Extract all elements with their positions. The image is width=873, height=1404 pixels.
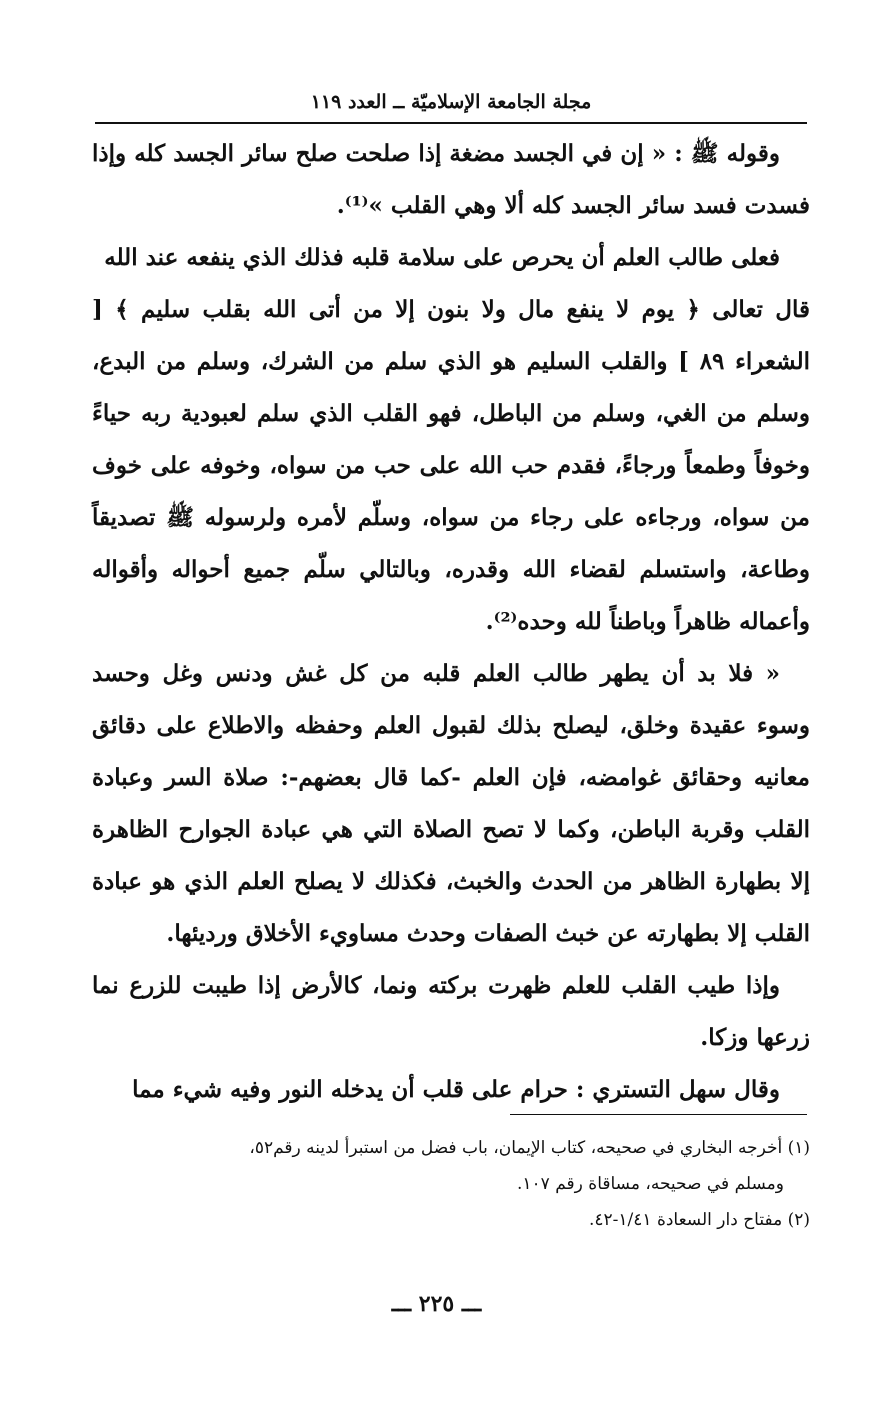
paragraph-sound-heart: قال تعالى ﴿ يوم لا ينفع مال ولا بنون إلا من أتى الله بقلب سليم ﴾ [ الشعراء ٨٩ ] والقلب السليم هو الذي سلم من الشرك، وسلم من البدع، وسلم من الغي، وسلم من الباطل، فهو القلب الذي سلم لعبودية ربه حياءً وخوفاً وطمعاً ورجاءً، فقدم حب الله على حب من سواه، وخوفه على خوف من سواه، ورجاءه على رجاء من سواه، وسلّم لأمره ولرسوله ﷺ تصديقاً وطاعة، واستسلم لقضاء الله وقدره، وبالتالي سلّم جميع أحواله وأقواله وأعماله ظاهراً وباطناً لله وحده⁽²⁾.: [92, 296, 810, 635]
page-number: ـــ ٢٢٥ ـــ: [391, 1291, 482, 1317]
footnote-rule: [510, 1114, 807, 1115]
paragraph-purify: « فلا بد أن يطهر طالب العلم قلبه من كل غش ودنس وغل وحسد وسوء عقيدة وخلق، ليصلح بذلك لقبول العلم وحفظه والاطلاع على دقائق معانيه وحقائق غوامضه، فإن العلم -كما قال بعضهم-: صلاة السر وعبادة القلب وقربة الباطن، وكما لا تصح الصلاة التي هي عبادة الجوارح الظاهرة إلا بطهارة الظاهر من الحدث والخبث، فكذلك لا يصلح العلم الذي هو عبادة القلب إلا بطهارته عن خبث الصفات وحدث مساويء الأخلاق ورديئها.: [92, 660, 810, 947]
body-text: [92, 128, 810, 1116]
paragraph-seeker: فعلى طالب العلم أن يحرص على سلامة قلبه فذلك الذي ينفعه عند الله: [104, 244, 780, 271]
footnote-2: (٢) مفتاح دار السعادة ١/٤١-٤٢.: [589, 1210, 810, 1230]
footnote-1-line-2: ومسلم في صحيحه، مساقاة رقم ١٠٧.: [517, 1174, 784, 1194]
paragraph-good-heart: وإذا طيب القلب للعلم ظهرت بركته ونما، كالأرض إذا طيبت للزرع نما زرعها وزكا.: [92, 972, 810, 1051]
footnote-1-line-1: (١) أخرجه البخاري في صحيحه، كتاب الإيمان، باب فضل من استبرأ لدينه رقم٥٢،: [249, 1138, 810, 1158]
paragraph-hadith: وقوله ﷺ : « إن في الجسد مضغة إذا صلحت صلح سائر الجسد كله وإذا فسدت فسد سائر الجسد كله ألا وهي القلب »⁽¹⁾.: [92, 140, 810, 219]
paragraph-sahl: وقال سهل التستري : حرام على قلب أن يدخله النور وفيه شيء مما: [132, 1076, 780, 1103]
footnotes: [92, 1130, 810, 1238]
header-rule: [95, 122, 807, 124]
running-header: مجلة الجامعة الإسلاميّة ــ العدد ١١٩: [310, 91, 592, 113]
